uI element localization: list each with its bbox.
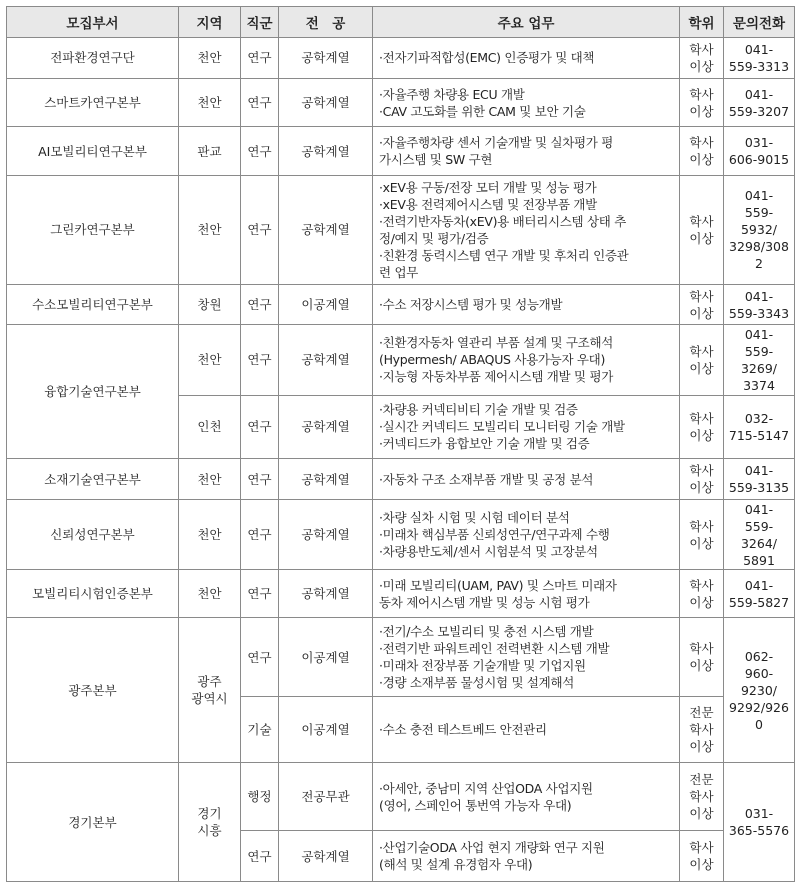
region-cell: 천안 bbox=[179, 78, 241, 127]
header-dept: 모집부서 bbox=[7, 7, 179, 38]
region-cell: 창원 bbox=[179, 284, 241, 325]
degree-line: 이상 bbox=[689, 230, 714, 246]
degree-cell bbox=[680, 78, 724, 127]
duty-line: ·전력기반자동차(xEV)용 배터리시스템 상태 추 bbox=[379, 213, 626, 229]
degree-line: 학사 bbox=[689, 518, 714, 534]
recruitment-table bbox=[6, 6, 795, 882]
table-row bbox=[7, 570, 795, 618]
degree-line: 학사 bbox=[689, 135, 714, 151]
duty-line: ·미래차 전장부품 기술개발 및 기업지원 bbox=[379, 658, 586, 674]
job-cell: 연구 bbox=[241, 459, 279, 500]
duty-line: ·미래차 핵심부품 신뢰성연구/연구과제 수행 bbox=[379, 527, 610, 543]
degree-line: 학사 bbox=[689, 789, 714, 805]
degree-cell bbox=[680, 127, 724, 176]
degree-line: 이상 bbox=[689, 806, 714, 822]
duty-line: ·전기/수소 모빌리티 및 충전 시스템 개발 bbox=[379, 624, 594, 640]
degree-line: 이상 bbox=[689, 739, 714, 755]
dept-cell: 전파환경연구단 bbox=[7, 38, 179, 79]
duty-line: ·산업기술ODA 사업 현지 개량화 연구 지원 bbox=[379, 840, 605, 856]
region-cell bbox=[179, 617, 241, 762]
region-cell: 천안 bbox=[179, 176, 241, 285]
phone-line: 041- bbox=[744, 501, 774, 517]
phone-line: 0 bbox=[755, 716, 763, 732]
duty-line: ·수소 충전 테스트베드 안전관리 bbox=[379, 722, 547, 738]
phone-line: 715-5147 bbox=[728, 427, 790, 443]
duty-line: (Hypermesh/ ABAQUS 사용가능자 우대) bbox=[379, 352, 606, 368]
major-cell: 이공계열 bbox=[279, 617, 373, 696]
degree-line: 이상 bbox=[689, 480, 714, 496]
header-duty: 주요 업무 bbox=[373, 7, 680, 38]
degree-line: 학사 bbox=[689, 343, 714, 359]
degree-line: 이상 bbox=[689, 103, 714, 119]
phone-cell bbox=[724, 763, 795, 882]
phone-line: 041- bbox=[744, 41, 774, 57]
dept-cell: 스마트카연구본부 bbox=[7, 78, 179, 127]
phone-line: 559-3207 bbox=[728, 103, 790, 119]
table-row bbox=[7, 38, 795, 79]
duty-line: ·자동차 구조 소재부품 개발 및 공정 분석 bbox=[379, 471, 594, 487]
dept-cell: 융합기술연구본부 bbox=[7, 325, 179, 459]
degree-line: 이상 bbox=[689, 594, 714, 610]
phone-cell bbox=[724, 617, 795, 762]
table-row bbox=[7, 176, 795, 285]
duty-line: 가시스템 및 SW 구현 bbox=[379, 152, 493, 168]
duty-line: ·차량 실차 시험 및 시험 데이터 분석 bbox=[379, 510, 570, 526]
degree-line: 이상 bbox=[689, 857, 714, 873]
region-cell: 인천 bbox=[179, 395, 241, 459]
phone-cell bbox=[724, 500, 795, 570]
table-row bbox=[7, 500, 795, 570]
region-cell: 천안 bbox=[179, 500, 241, 570]
degree-line: 학사 bbox=[689, 410, 714, 426]
job-cell: 연구 bbox=[241, 127, 279, 176]
degree-line: 이상 bbox=[689, 360, 714, 376]
phone-line: 559-3135 bbox=[728, 480, 790, 496]
degree-line: 학사 bbox=[689, 722, 714, 738]
duty-cell bbox=[373, 176, 680, 285]
phone-cell bbox=[724, 38, 795, 79]
table-row bbox=[7, 127, 795, 176]
degree-cell bbox=[680, 831, 724, 882]
header-major: 전 공 bbox=[279, 7, 373, 38]
degree-cell bbox=[680, 763, 724, 831]
region-line: 광주 bbox=[197, 674, 222, 690]
phone-line: 041- bbox=[744, 288, 774, 304]
degree-line: 이상 bbox=[689, 305, 714, 321]
duty-cell bbox=[373, 38, 680, 79]
phone-line: 9292/926 bbox=[729, 699, 789, 715]
major-cell: 이공계열 bbox=[279, 284, 373, 325]
phone-line: 960-9230/ bbox=[740, 665, 778, 698]
phone-line: 041- bbox=[744, 463, 774, 479]
degree-line: 이상 bbox=[689, 658, 714, 674]
job-cell: 연구 bbox=[241, 395, 279, 459]
duty-line: ·미래 모빌리티(UAM, PAV) 및 스마트 미래자 bbox=[379, 577, 617, 593]
table-row bbox=[7, 78, 795, 127]
region-line: 광역시 bbox=[191, 691, 228, 707]
degree-cell bbox=[680, 395, 724, 459]
duty-line: ·지능형 자동차부품 제어시스템 개발 및 평가 bbox=[379, 369, 613, 385]
dept-cell: 소재기술연구본부 bbox=[7, 459, 179, 500]
table-row bbox=[7, 763, 795, 831]
duty-line: ·아세안, 중남미 지역 산업ODA 사업지원 bbox=[379, 780, 593, 796]
region-cell bbox=[179, 763, 241, 882]
header-phone: 문의전화 bbox=[724, 7, 795, 38]
duty-line: ·CAV 고도화를 위한 CAM 및 보안 기술 bbox=[379, 103, 586, 119]
duty-cell bbox=[373, 127, 680, 176]
degree-cell bbox=[680, 176, 724, 285]
header-degree: 학위 bbox=[680, 7, 724, 38]
dept-cell: AI모빌리티연구본부 bbox=[7, 127, 179, 176]
duty-line: ·수소 저장시스템 평가 및 성능개발 bbox=[379, 297, 563, 313]
table-row bbox=[7, 325, 795, 395]
duty-cell bbox=[373, 570, 680, 618]
table-row bbox=[7, 617, 795, 696]
job-cell: 연구 bbox=[241, 325, 279, 395]
job-cell: 행정 bbox=[241, 763, 279, 831]
degree-line: 학사 bbox=[689, 641, 714, 657]
region-cell: 천안 bbox=[179, 570, 241, 618]
duty-cell bbox=[373, 325, 680, 395]
job-cell: 연구 bbox=[241, 500, 279, 570]
job-cell: 연구 bbox=[241, 38, 279, 79]
degree-line: 학사 bbox=[689, 86, 714, 102]
region-cell: 판교 bbox=[179, 127, 241, 176]
duty-cell bbox=[373, 617, 680, 696]
duty-line: ·친환경자동차 열관리 부품 설계 및 구조해석 bbox=[379, 335, 613, 351]
phone-cell bbox=[724, 127, 795, 176]
duty-line: 정/예지 및 평가/검증 bbox=[379, 230, 489, 246]
major-cell: 공학계열 bbox=[279, 570, 373, 618]
degree-line: 이상 bbox=[689, 427, 714, 443]
duty-line: ·경량 소재부품 물성시험 및 설계해석 bbox=[379, 675, 574, 691]
degree-cell bbox=[680, 284, 724, 325]
duty-line: (해석 및 설계 유경험자 우대) bbox=[379, 857, 533, 873]
degree-line: 학사 bbox=[689, 577, 714, 593]
duty-line: 동차 제어시스템 개발 및 성능 시험 평가 bbox=[379, 594, 590, 610]
degree-line: 학사 bbox=[689, 41, 714, 57]
region-line: 경기 bbox=[197, 806, 222, 822]
degree-line: 전문 bbox=[689, 772, 714, 788]
phone-line: 041- bbox=[744, 577, 774, 593]
dept-cell: 모빌리티시험인증본부 bbox=[7, 570, 179, 618]
region-line: 시흥 bbox=[197, 823, 222, 839]
duty-line: ·차량용반도체/센서 시험분석 및 고장분석 bbox=[379, 544, 598, 560]
job-cell: 연구 bbox=[241, 570, 279, 618]
degree-cell bbox=[680, 38, 724, 79]
phone-line: 3374 bbox=[743, 377, 775, 393]
dept-cell: 경기본부 bbox=[7, 763, 179, 882]
major-cell: 공학계열 bbox=[279, 831, 373, 882]
duty-cell bbox=[373, 697, 680, 763]
duty-cell bbox=[373, 78, 680, 127]
degree-line: 학사 bbox=[689, 463, 714, 479]
duty-line: ·실시간 커넥티드 모빌리티 모니터링 기술 개발 bbox=[379, 419, 625, 435]
phone-cell bbox=[724, 325, 795, 395]
job-cell: 기술 bbox=[241, 697, 279, 763]
duty-line: ·전자기파적합성(EMC) 인증평가 및 대책 bbox=[379, 50, 595, 66]
major-cell: 공학계열 bbox=[279, 500, 373, 570]
table-row bbox=[7, 284, 795, 325]
phone-line: 032- bbox=[744, 410, 774, 426]
major-cell: 공학계열 bbox=[279, 78, 373, 127]
phone-line: 041- bbox=[744, 326, 774, 342]
job-cell: 연구 bbox=[241, 176, 279, 285]
phone-line: 062- bbox=[744, 648, 774, 664]
phone-line: 559-3343 bbox=[728, 305, 790, 321]
phone-cell bbox=[724, 459, 795, 500]
duty-cell bbox=[373, 831, 680, 882]
phone-line: 031- bbox=[744, 806, 774, 822]
phone-line: 559-5932/ bbox=[740, 205, 778, 238]
phone-cell bbox=[724, 78, 795, 127]
degree-line: 이상 bbox=[689, 152, 714, 168]
degree-cell bbox=[680, 697, 724, 763]
job-cell: 연구 bbox=[241, 284, 279, 325]
phone-cell bbox=[724, 284, 795, 325]
header-row bbox=[7, 7, 795, 38]
phone-cell bbox=[724, 395, 795, 459]
degree-line: 학사 bbox=[689, 840, 714, 856]
duty-line: (영어, 스페인어 통번역 가능자 우대) bbox=[379, 797, 572, 813]
region-cell: 천안 bbox=[179, 459, 241, 500]
dept-cell: 수소모빌리티연구본부 bbox=[7, 284, 179, 325]
header-region: 지역 bbox=[179, 7, 241, 38]
phone-line: 559-3269/ bbox=[740, 343, 778, 376]
duty-line: ·xEV용 구동/전장 모터 개발 및 성능 평가 bbox=[379, 179, 597, 195]
duty-cell bbox=[373, 763, 680, 831]
major-cell: 공학계열 bbox=[279, 38, 373, 79]
phone-line: 559-3264/ bbox=[740, 518, 778, 551]
degree-cell bbox=[680, 459, 724, 500]
region-cell: 천안 bbox=[179, 325, 241, 395]
phone-line: 2 bbox=[755, 256, 763, 272]
phone-line: 559-3313 bbox=[728, 58, 790, 74]
dept-cell: 그린카연구본부 bbox=[7, 176, 179, 285]
header-job: 직군 bbox=[241, 7, 279, 38]
degree-line: 이상 bbox=[689, 535, 714, 551]
duty-line: ·xEV용 전력제어시스템 및 전장부품 개발 bbox=[379, 196, 597, 212]
duty-cell bbox=[373, 395, 680, 459]
major-cell: 공학계열 bbox=[279, 395, 373, 459]
duty-line: ·자율주행 차량용 ECU 개발 bbox=[379, 86, 525, 102]
phone-line: 365-5576 bbox=[728, 823, 790, 839]
duty-line: ·친환경 동력시스템 연구 개발 및 후처리 인증관 bbox=[379, 247, 629, 263]
phone-line: 606-9015 bbox=[728, 152, 790, 168]
major-cell: 공학계열 bbox=[279, 459, 373, 500]
phone-line: 5891 bbox=[743, 552, 775, 568]
phone-cell bbox=[724, 176, 795, 285]
duty-cell bbox=[373, 500, 680, 570]
phone-line: 031- bbox=[744, 135, 774, 151]
degree-line: 학사 bbox=[689, 213, 714, 229]
duty-line: ·자율주행차량 센서 기술개발 및 실차평가 평 bbox=[379, 135, 613, 151]
duty-cell bbox=[373, 459, 680, 500]
table-row bbox=[7, 459, 795, 500]
job-cell: 연구 bbox=[241, 831, 279, 882]
duty-line: ·차량용 커넥티비티 기술 개발 및 검증 bbox=[379, 402, 578, 418]
duty-cell bbox=[373, 284, 680, 325]
phone-cell bbox=[724, 570, 795, 618]
major-cell: 공학계열 bbox=[279, 127, 373, 176]
duty-line: ·전력기반 파워트레인 전력변환 시스템 개발 bbox=[379, 641, 610, 657]
phone-line: 041- bbox=[744, 188, 774, 204]
major-cell: 이공계열 bbox=[279, 697, 373, 763]
degree-cell bbox=[680, 570, 724, 618]
job-cell: 연구 bbox=[241, 78, 279, 127]
dept-cell: 광주본부 bbox=[7, 617, 179, 762]
degree-cell bbox=[680, 500, 724, 570]
degree-cell bbox=[680, 325, 724, 395]
region-cell: 천안 bbox=[179, 38, 241, 79]
job-cell: 연구 bbox=[241, 617, 279, 696]
degree-cell bbox=[680, 617, 724, 696]
duty-line: ·커넥티드카 융합보안 기술 개발 및 검증 bbox=[379, 436, 590, 452]
degree-line: 학사 bbox=[689, 288, 714, 304]
phone-line: 041- bbox=[744, 86, 774, 102]
major-cell: 공학계열 bbox=[279, 325, 373, 395]
major-cell: 공학계열 bbox=[279, 176, 373, 285]
phone-line: 3298/308 bbox=[729, 239, 789, 255]
duty-line: 련 업무 bbox=[379, 264, 418, 280]
degree-line: 전문 bbox=[689, 705, 714, 721]
dept-cell: 신뢰성연구본부 bbox=[7, 500, 179, 570]
degree-line: 이상 bbox=[689, 58, 714, 74]
phone-line: 559-5827 bbox=[728, 594, 790, 610]
major-cell: 전공무관 bbox=[279, 763, 373, 831]
